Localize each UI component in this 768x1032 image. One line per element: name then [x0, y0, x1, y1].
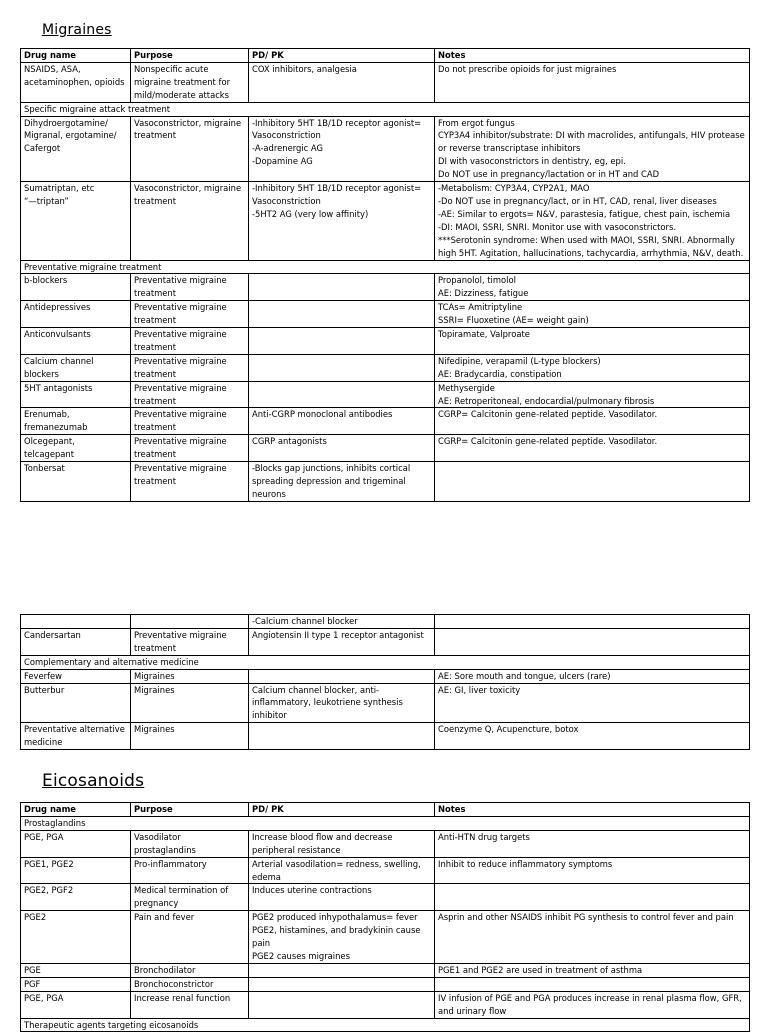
drug-name-cell: Antidepressives [21, 301, 131, 328]
pd-pk-cell [249, 963, 435, 977]
subsection-label: Prostaglandins [21, 816, 750, 830]
purpose-cell: Pain and fever [131, 911, 249, 964]
pd-pk-cell: -Blocks gap junctions, inhibits cortical spreading depression and trigeminal neurons [249, 462, 435, 502]
drug-name-cell: PGE, PGA [21, 830, 131, 857]
table-row [21, 301, 750, 328]
table-row [21, 274, 750, 301]
pd-pk-cell: -Calcium channel blocker [249, 615, 435, 629]
drug-name-cell: b-blockers [21, 274, 131, 301]
purpose-cell: Preventative migraine treatment [131, 381, 249, 408]
purpose-cell: Increase renal function [131, 991, 249, 1018]
subsection-row [21, 816, 750, 830]
pd-pk-cell: Induces uterine contractions [249, 884, 435, 911]
pd-pk-cell: COX inhibitors, analgesia [249, 62, 435, 102]
notes-cell [435, 615, 750, 629]
subsection-label: Complementary and alternative medicine [21, 655, 750, 669]
subsection-row [21, 655, 750, 669]
drug-name-cell: NSAIDS, ASA, acetaminophen, opioids [21, 62, 131, 102]
notes-cell: CGRP= Calcitonin gene-related peptide. Vasodilator. [435, 408, 750, 435]
pd-pk-cell [249, 381, 435, 408]
table-row [21, 830, 750, 857]
notes-cell: Propanolol, timolol AE: Dizziness, fatigue [435, 274, 750, 301]
purpose-cell: Migraines [131, 723, 249, 750]
table-row [21, 683, 750, 723]
drug-name-cell: Anticonvulsants [21, 328, 131, 355]
purpose-cell: Preventative migraine treatment [131, 301, 249, 328]
pd-pk-cell [249, 977, 435, 991]
notes-cell: Coenzyme Q, Acupencture, botox [435, 723, 750, 750]
migraines-title: Migraines [42, 22, 112, 38]
pd-pk-cell: Calcium channel blocker, anti-inflammatory, leukotriene synthesis inhibitor [249, 683, 435, 723]
header-pd-pk: PD/ PK [249, 49, 435, 63]
notes-cell: AE: Sore mouth and tongue, ulcers (rare) [435, 669, 750, 683]
purpose-cell: Pro-inflammatory [131, 857, 249, 884]
drug-name-cell: Olcegepant, telcagepant [21, 435, 131, 462]
notes-cell: -Metabolism: CYP3A4, CYP2A1, MAO -Do NOT use in pregnancy/lact, or in HT, CAD, renal, liver diseases -AE: Similar to ergots= N&V, parastesia, fatigue, chest pain, ischemia -DI: MAOI, SSRI, SNRI. Monitor use with vasoconstrictors. ***Serotonin syndrome: When used with MAOI, SSRI, SNRI. Abnormally high 5HT. Agitation, hallucinations, tachycardia, arrhythmia, N&V, death. [435, 182, 750, 260]
header-notes: Notes [435, 49, 750, 63]
notes-cell: Methysergide AE: Retroperitoneal, endocardial/pulmonary fibrosis [435, 381, 750, 408]
purpose-cell: Migraines [131, 683, 249, 723]
notes-cell: Nifedipine, verapamil (L-type blockers) AE: Bradycardia, constipation [435, 354, 750, 381]
purpose-cell: Vasoconstrictor, migraine treatment [131, 116, 249, 182]
pd-pk-cell [249, 328, 435, 355]
drug-name-cell: Preventative alternative medicine [21, 723, 131, 750]
notes-cell: Asprin and other NSAIDS inhibit PG synthesis to control fever and pain [435, 911, 750, 964]
drug-name-cell: PGE1, PGE2 [21, 857, 131, 884]
table-row [21, 328, 750, 355]
pd-pk-cell: CGRP antagonists [249, 435, 435, 462]
header-purpose: Purpose [131, 803, 249, 817]
table-row [21, 62, 750, 102]
notes-cell: TCAs= Amitriptyline SSRI= Fluoxetine (AE= weight gain) [435, 301, 750, 328]
header-drug-name: Drug name [21, 803, 131, 817]
subsection-label: Specific migraine attack treatment [21, 102, 750, 116]
drug-name-cell: PGE2, PGF2 [21, 884, 131, 911]
table-row [21, 963, 750, 977]
table-row [21, 977, 750, 991]
purpose-cell: Vasodilator prostaglandins [131, 830, 249, 857]
purpose-cell: Preventative migraine treatment [131, 435, 249, 462]
drug-name-cell: 5HT antagonists [21, 381, 131, 408]
header-drug-name: Drug name [21, 49, 131, 63]
notes-cell: PGE1 and PGE2 are used in treatment of asthma [435, 963, 750, 977]
purpose-cell: Vasoconstrictor, migraine treatment [131, 182, 249, 260]
table-row [21, 669, 750, 683]
drug-name-cell: Erenumab, fremanezumab [21, 408, 131, 435]
pd-pk-cell: Anti-CGRP monoclonal antibodies [249, 408, 435, 435]
table-row [21, 911, 750, 964]
drug-name-cell: Butterbur [21, 683, 131, 723]
notes-cell: Do not prescribe opioids for just migraines [435, 62, 750, 102]
pd-pk-cell: -Inhibitory 5HT 1B/1D receptor agonist= Vasoconstriction -5HT2 AG (very low affinity) [249, 182, 435, 260]
purpose-cell: Medical termination of pregnancy [131, 884, 249, 911]
table-row [21, 857, 750, 884]
purpose-cell: Preventative migraine treatment [131, 354, 249, 381]
migraines-continued-table [20, 614, 750, 750]
notes-cell [435, 462, 750, 502]
table-header-row [21, 49, 750, 63]
notes-cell: Anti-HTN drug targets [435, 830, 750, 857]
purpose-cell [131, 615, 249, 629]
purpose-cell: Preventative migraine treatment [131, 462, 249, 502]
purpose-cell: Bronchodilator [131, 963, 249, 977]
pd-pk-cell: Increase blood flow and decrease peripheral resistance [249, 830, 435, 857]
subsection-label: Preventative migraine treatment [21, 260, 750, 274]
subsection-label: Therapeutic agents targeting eicosanoids [21, 1018, 750, 1032]
table-header-row [21, 803, 750, 817]
migraines-table [20, 48, 750, 502]
drug-name-cell: Dihydroergotamine/ Migranal, ergotamine/ Cafergot [21, 116, 131, 182]
header-notes: Notes [435, 803, 750, 817]
subsection-row [21, 260, 750, 274]
pd-pk-cell: -Inhibitory 5HT 1B/1D receptor agonist= Vasoconstriction -A-adrenergic AG -Dopamine AG [249, 116, 435, 182]
header-purpose: Purpose [131, 49, 249, 63]
subsection-row [21, 102, 750, 116]
table-row [21, 991, 750, 1018]
pd-pk-cell [249, 301, 435, 328]
table-row [21, 381, 750, 408]
eicosanoids-title: Eicosanoids [42, 771, 145, 791]
eicosanoids-table [20, 802, 750, 1032]
header-pd-pk: PD/ PK [249, 803, 435, 817]
notes-cell: IV infusion of PGE and PGA produces increase in renal plasma flow, GFR, and urinary flow [435, 991, 750, 1018]
drug-name-cell: Calcium channel blockers [21, 354, 131, 381]
pd-pk-cell [249, 274, 435, 301]
table-row [21, 354, 750, 381]
purpose-cell: Bronchoconstrictor [131, 977, 249, 991]
drug-name-cell: Candersartan [21, 628, 131, 655]
drug-name-cell: Tonbersat [21, 462, 131, 502]
drug-name-cell [21, 615, 131, 629]
table-row [21, 615, 750, 629]
table-row [21, 462, 750, 502]
drug-name-cell: Feverfew [21, 669, 131, 683]
table-row [21, 116, 750, 182]
table-row [21, 435, 750, 462]
pd-pk-cell [249, 723, 435, 750]
pd-pk-cell [249, 991, 435, 1018]
table-row [21, 628, 750, 655]
pd-pk-cell: PGE2 produced inhypothalamus= fever PGE2, histamines, and bradykinin cause pain PGE2 causes migraines [249, 911, 435, 964]
notes-cell [435, 977, 750, 991]
notes-cell: CGRP= Calcitonin gene-related peptide. Vasodilator. [435, 435, 750, 462]
notes-cell: AE: GI, liver toxicity [435, 683, 750, 723]
table-row [21, 182, 750, 260]
pd-pk-cell [249, 354, 435, 381]
table-row [21, 884, 750, 911]
pd-pk-cell [249, 669, 435, 683]
notes-cell: From ergot fungus CYP3A4 inhibitor/substrate: DI with macrolides, antifungals, HIV protease or reverse transcriptase inhibitors DI with vasoconstrictors in dentistry, eg, epi. Do NOT use in pregnancy/lactation or in HT and CAD [435, 116, 750, 182]
pd-pk-cell: Angiotensin II type 1 receptor antagonist [249, 628, 435, 655]
purpose-cell: Preventative migraine treatment [131, 628, 249, 655]
notes-cell: Inhibit to reduce inflammatory symptoms [435, 857, 750, 884]
purpose-cell: Migraines [131, 669, 249, 683]
notes-cell [435, 628, 750, 655]
purpose-cell: Nonspecific acute migraine treatment for mild/moderate attacks [131, 62, 249, 102]
drug-name-cell: PGE [21, 963, 131, 977]
drug-name-cell: PGE2 [21, 911, 131, 964]
purpose-cell: Preventative migraine treatment [131, 328, 249, 355]
drug-name-cell: PGF [21, 977, 131, 991]
subsection-row [21, 1018, 750, 1032]
table-row [21, 408, 750, 435]
drug-name-cell: PGE, PGA [21, 991, 131, 1018]
table-row [21, 723, 750, 750]
notes-cell: Topiramate, Valproate [435, 328, 750, 355]
notes-cell [435, 884, 750, 911]
drug-name-cell: Sumatriptan, etc “—triptan” [21, 182, 131, 260]
purpose-cell: Preventative migraine treatment [131, 274, 249, 301]
pd-pk-cell: Arterial vasodilation= redness, swelling, edema [249, 857, 435, 884]
purpose-cell: Preventative migraine treatment [131, 408, 249, 435]
